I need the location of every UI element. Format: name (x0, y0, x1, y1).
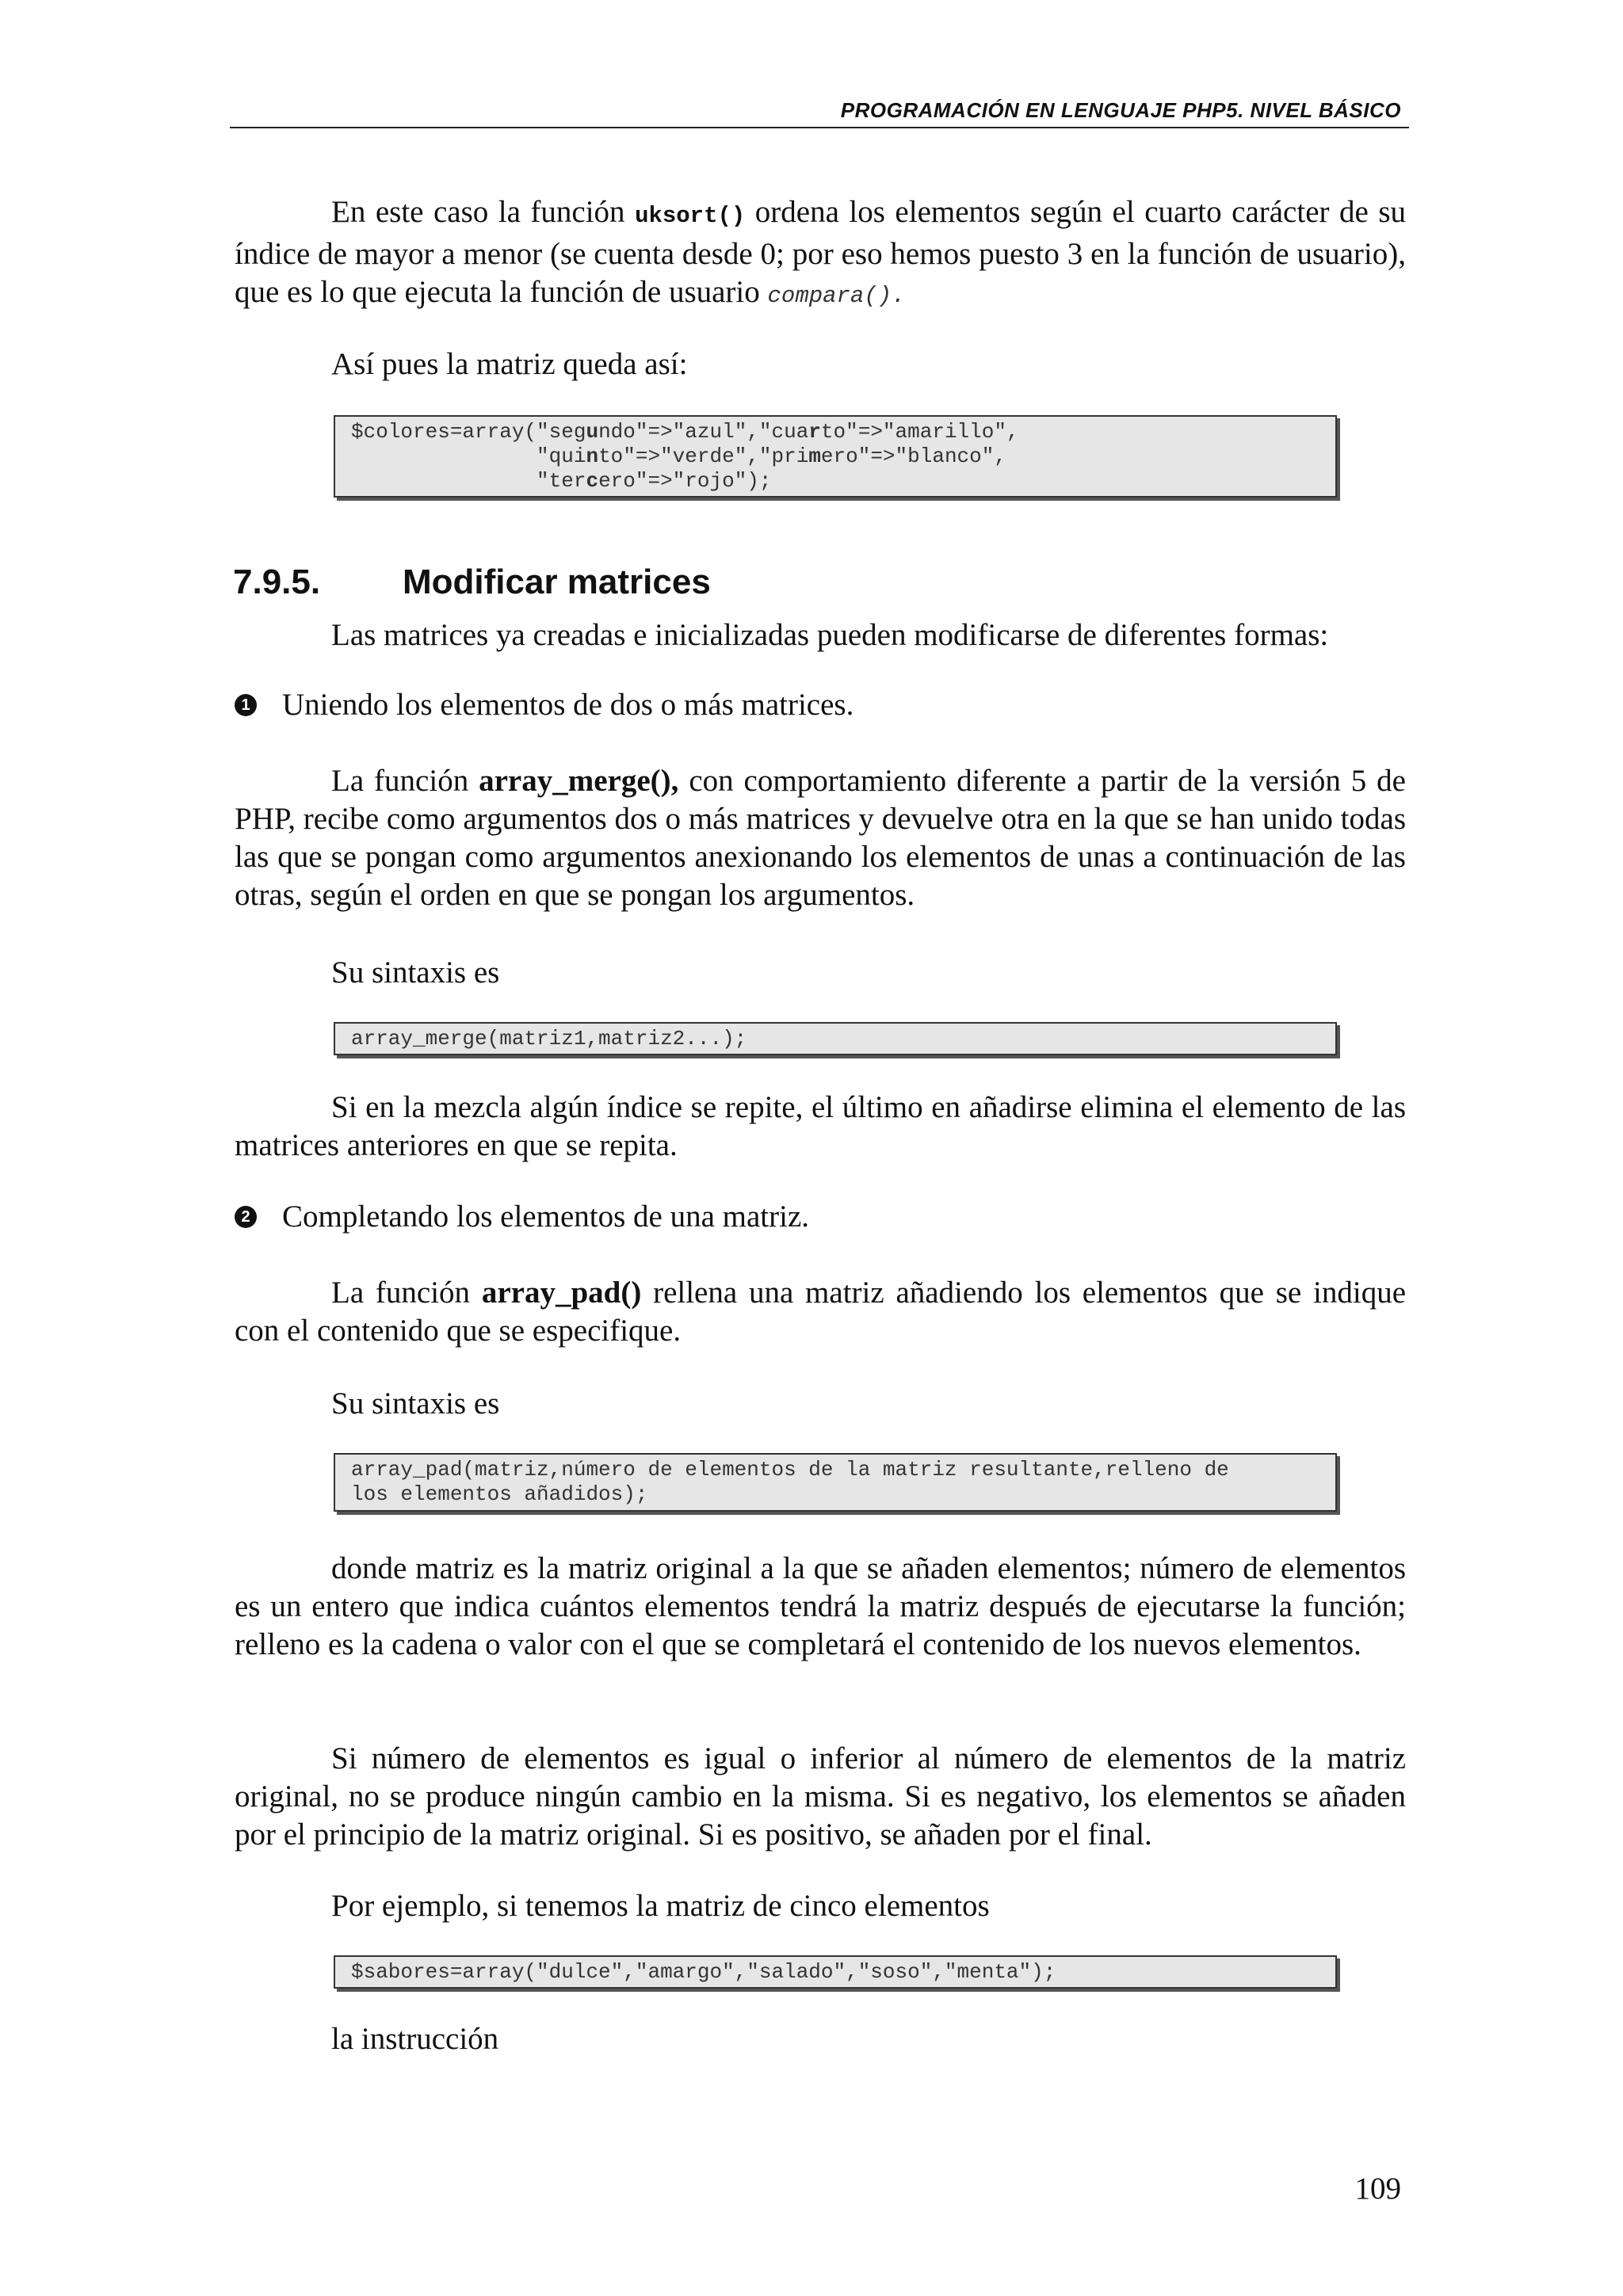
code-bold-char: n (586, 444, 599, 468)
number-1-icon: 1 (235, 694, 257, 716)
paragraph-donde (235, 1550, 1406, 1664)
code-line: array_pad(matriz,número de elementos de la matriz resultante,relleno de (351, 1458, 1229, 1482)
text: con comportamiento diferente a partir de la versión 5 de PHP, recibe como argumentos dos o más matrices y devuelve otra en la que se han unido todas las que se pongan como argumentos anexionando los elementos de unas a continuación de las otras, según el orden en que se pongan los argumentos. (235, 764, 1406, 912)
code-block-pad (334, 1453, 1337, 1512)
text: Si en la mezcla algún índice se repite, el último en añadirse elimina el elemento de las matrices anteriores en que se repita. (235, 1090, 1406, 1162)
code-text: to"=>"amarillo", (820, 420, 1019, 444)
code-block-sabores (334, 1955, 1337, 1989)
code-block-merge (334, 1022, 1337, 1055)
text: ordena los elementos según el cuarto carácter de su índice de mayor a menor (se cuenta desde 0; por eso hemos puesto 3 en la función de usuario), que es lo que ejecuta la función de usuario (235, 195, 1406, 309)
paragraph-instruccion (235, 2020, 1406, 2058)
text: Así pues la matriz queda así: (331, 347, 688, 381)
code-line (351, 444, 1335, 469)
paragraph-intro (235, 616, 1406, 654)
code-text: ndo"=>"azul","cua (598, 420, 809, 444)
code-line: array_merge(matriz1,matriz2...); (351, 1027, 747, 1051)
paragraph-array-pad (235, 1274, 1406, 1350)
function-name: array_merge(), (479, 764, 679, 798)
code-text: to"=>"verde","pri (598, 444, 809, 468)
text: Si número de elementos es igual o inferior al número de elementos de la matriz original, no se produce ningún cambio en la misma. Si es negativo, los elementos se añaden por el principio de la matriz original. Si es positivo, se añaden por el final. (235, 1741, 1406, 1852)
code-line: los elementos añadidos); (351, 1482, 648, 1506)
running-header: PROGRAMACIÓN EN LENGUAJE PHP5. NIVEL BÁSICO (840, 98, 1401, 122)
paragraph-ejemplo (235, 1887, 1406, 1925)
text: La función (331, 764, 479, 798)
code-bold-char: u (586, 420, 599, 444)
text: la instrucción (331, 2022, 499, 2056)
paragraph-uksort (235, 193, 1406, 315)
header-rule (230, 127, 1409, 128)
number-2-icon: 2 (235, 1206, 257, 1228)
code-text: $colores=array("seg (351, 420, 586, 444)
section-number: 7.9.5. (233, 563, 321, 601)
section-title: Modificar matrices (403, 563, 711, 601)
code-bold-char: r (808, 420, 821, 444)
code-line: $sabores=array("dulce","amargo","salado","soso","menta"); (351, 1960, 1056, 1984)
code-line (351, 469, 1335, 494)
text: donde matriz es la matriz original a la que se añaden elementos; número de elementos es un entero que indica cuántos elementos tendrá la matriz después de ejecutarse la función; relleno es la cadena o valor con el que se completará el contenido de los nuevos elementos. (235, 1551, 1406, 1661)
text: Su sintaxis es (331, 1386, 500, 1421)
paragraph-sintaxis (235, 954, 1406, 992)
text: Su sintaxis es (331, 955, 500, 990)
paragraph-sintaxis-2 (235, 1385, 1406, 1423)
bullet-item-2: Completando los elementos de una matriz. (282, 1199, 809, 1234)
inline-code-uksort: uksort() (635, 203, 746, 229)
bullet-item-1: Uniendo los elementos de dos o más matrices. (282, 688, 854, 722)
text: rellena una matriz añadiendo los elementos que se indique con el contenido que se especifique. (235, 1276, 1407, 1348)
code-block-colores (334, 415, 1337, 498)
page-number: 109 (1354, 2172, 1401, 2206)
code-bold-char: c (586, 469, 599, 493)
function-name: array_pad() (481, 1276, 642, 1310)
paragraph-mezcla (235, 1089, 1406, 1165)
paragraph-array-merge (235, 762, 1406, 914)
code-text: "qui (351, 444, 586, 468)
text: En este caso la función (331, 195, 636, 229)
text: Por ejemplo, si tenemos la matriz de cinco elementos (331, 1889, 990, 1923)
code-text: ero"=>"rojo"); (598, 469, 772, 493)
code-line (351, 420, 1335, 444)
inline-code-compara: compara(). (767, 283, 906, 309)
paragraph-si-numero (235, 1740, 1406, 1854)
text: La función (331, 1276, 482, 1310)
code-text: "ter (351, 469, 586, 493)
code-bold-char: m (808, 444, 821, 468)
code-text: ero"=>"blanco", (820, 444, 1006, 468)
paragraph-asi-pues (235, 345, 1406, 383)
text: Las matrices ya creadas e inicializadas pueden modificarse de diferentes formas: (331, 618, 1329, 652)
